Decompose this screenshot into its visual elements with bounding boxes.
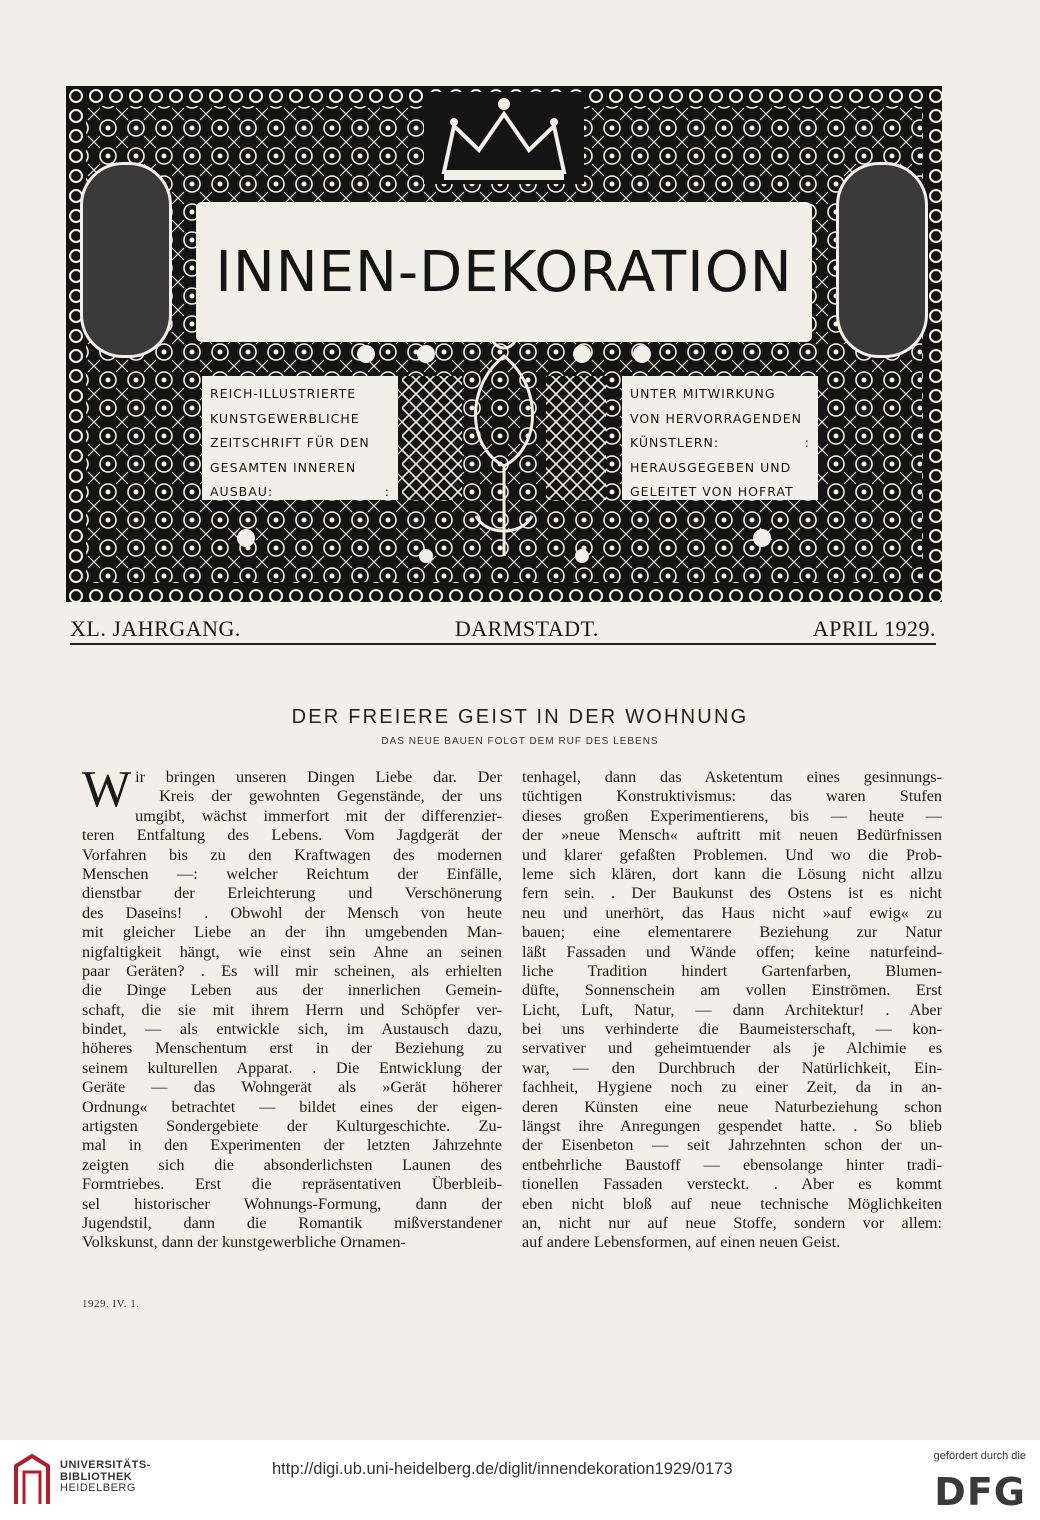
- left-medallion: [80, 162, 172, 358]
- text-line: mal in den Experimenten der letzten Jahrzehnte: [82, 1136, 502, 1155]
- text-line: der Eisenbeton — seit Jahrzehnten schon der un-: [522, 1136, 942, 1155]
- text-line: sel historischer Wohnungs-Formung, dann der: [82, 1194, 502, 1213]
- text-line: Formtriebes. Erst die repräsentativen Überbleib-: [82, 1175, 502, 1194]
- text-line: servativer und geheimtuender als je Alchimie es: [522, 1039, 942, 1058]
- text-line: schaft, die sie mit ihrem Herrn und Schöpfer ver-: [82, 1000, 502, 1019]
- text-line: dienstbar der Erleichterung und Verschönerung: [82, 884, 502, 903]
- text-line: der »neue Mensch« auftritt mit neuen Bedürfnissen: [522, 826, 942, 845]
- text-line: artigsten Sondergebiete der Kulturgeschichte. Zu-: [82, 1117, 502, 1136]
- text-line: läßt Fassaden und Wände offen; keine naturfeind-: [522, 942, 942, 961]
- left-subtitle-panel: [202, 376, 398, 500]
- text-line: höheres Menschentum erst in der Beziehung zu: [82, 1039, 502, 1058]
- right-panel-line: UNTER MITWIRKUNG: [630, 386, 776, 401]
- right-medallion: [836, 162, 928, 358]
- permalink-url[interactable]: http://digi.ub.uni-heidelberg.de/diglit/innendekoration1929/0173: [272, 1460, 733, 1478]
- text-line: Vorfahren bis zu den Kraftwagen des modernen: [82, 845, 502, 864]
- text-line: auf andere Lebensformen, auf einen neuen Geist.: [522, 1233, 841, 1252]
- text-line: neu und unerhört, das Haus nicht »auf ewig« zu: [522, 903, 942, 922]
- text-line: deren Künsten eine neue Naturbeziehung schon: [522, 1097, 942, 1116]
- text-line: tionellen Fassaden versteckt. . Aber es kommt: [522, 1175, 942, 1194]
- text-line: ir bringen unseren Dingen Liebe dar. Der: [135, 768, 502, 786]
- text-line: längst ihre Anregungen gespendet hatte. . So blieb: [522, 1117, 942, 1136]
- text-line: des Daseins! . Obwohl der Mensch von heute: [82, 903, 502, 922]
- right-panel-line: KÜNSTLERN: :: [630, 435, 810, 450]
- text-line: Menschen —: welcher Reichtum der Einfälle,: [82, 864, 502, 883]
- drop-capital: W: [82, 761, 132, 818]
- text-line: düfte, Sonnenschein am vollen Einströmen. Erst: [522, 981, 942, 1000]
- right-panel-line: VON HERVORRAGENDEN: [630, 410, 802, 426]
- text-line: bauen; eine elementarere Beziehung zur Natur: [522, 923, 942, 942]
- right-panel-line: GELEITET VON HOFRAT: [630, 484, 794, 499]
- funding-note: gefördert durch die: [933, 1450, 1026, 1462]
- text-line: mit gleicher Liebe an der ihn umgebenden Man-: [82, 923, 502, 942]
- library-name-line: BIBLIOTHEK: [60, 1470, 133, 1483]
- left-panel-line: REICH-ILLUSTRIERTE: [210, 386, 357, 401]
- text-line: Jugendstil, dann die Romantik mißverstandener: [82, 1213, 502, 1232]
- text-line: tenhagel, dann das Asketentum eines gesinnungs-: [522, 768, 942, 786]
- left-panel-line: AUSBAU: :: [210, 484, 390, 499]
- text-line: leme sich klären, dort kann die Lösung nicht allzu: [522, 864, 942, 883]
- text-line: Volkskunst, dann der kunstgewerbliche Ornamen-: [82, 1233, 406, 1252]
- text-line: zeigten sich die absonderlichsten Launen des: [82, 1155, 502, 1174]
- text-line: liche Tradition hindert Gartenfarben, Blumen-: [522, 961, 942, 980]
- crown-emblem: [424, 92, 584, 184]
- left-panel-line: GESAMTEN INNEREN: [210, 459, 357, 475]
- text-line: umgibt, wächst immerfort mit der differenzier-: [135, 806, 502, 825]
- text-line: Kreis der gewohnten Gegenstände, der uns: [159, 787, 502, 806]
- left-panel-line: ZEITSCHRIFT FÜR DEN: [210, 435, 370, 450]
- volume-label: XL. JAHRGANG.: [70, 616, 241, 641]
- page-signature: 1929. IV. 1.: [82, 1298, 140, 1310]
- library-name-line: UNIVERSITÄTS-: [60, 1459, 151, 1471]
- text-line: Ordnung« betrachtet — bildet eines der eigen-: [82, 1097, 502, 1116]
- text-column-left: [82, 761, 502, 1253]
- text-line: fachheit, Hygiene noch zu einer Zeit, da in an-: [522, 1078, 942, 1097]
- article-title: DER FREIERE GEIST IN DER WOHNUNG: [291, 706, 749, 728]
- text-line: und klarer gefaßten Problemen. Und wo die Prob-: [522, 845, 942, 864]
- right-panel-line: HERAUSGEGEBEN UND: [630, 459, 792, 475]
- library-logo-icon: [12, 1452, 52, 1508]
- digitization-footer: [0, 1440, 1040, 1520]
- text-line: tüchtigen Konstruktivismus: das waren Stufen: [522, 787, 942, 806]
- date-label: APRIL 1929.: [812, 616, 936, 641]
- library-name-line: HEIDELBERG: [60, 1482, 136, 1494]
- text-line: seinem kulturellen Apparat. . Die Entwicklung der: [82, 1058, 502, 1077]
- text-line: paar Geräten? . Es will mir scheinen, als erhielten: [82, 961, 502, 980]
- article-subtitle: DAS NEUE BAUEN FOLGT DEM RUF DES LEBENS: [381, 736, 659, 747]
- right-editor-panel: [622, 376, 818, 500]
- text-line: fern sein. . Der Baukunst des Ostens ist es nicht: [522, 884, 942, 903]
- text-line: Licht, Luft, Natur, — dann Architektur! . Aber: [522, 1000, 942, 1019]
- text-column-right: [522, 768, 942, 1253]
- library-name: [60, 1460, 151, 1495]
- text-line: eben nicht bloß auf neue technische Möglichkeiten: [522, 1194, 942, 1213]
- text-line: war, — den Durchbruch der Natürlichkeit, Ein-: [522, 1058, 942, 1077]
- text-line: entbehrliche Baustoff — ebensolange hinter tradi-: [522, 1155, 942, 1174]
- left-panel-line: KUNSTGEWERBLICHE: [210, 410, 360, 426]
- text-line: bindet, — als entwickle sich, im Austausch dazu,: [82, 1020, 502, 1039]
- text-line: die Dinge Leben aus der innerlichen Gemein-: [82, 981, 502, 1000]
- text-line: dieses großen Experimentierens, bis — heute —: [522, 806, 942, 825]
- place-label: DARMSTADT.: [454, 616, 599, 641]
- dfg-logo: DFG: [934, 1470, 1026, 1514]
- text-line: an, nicht nur auf neue Stoffe, sondern vor allem:: [522, 1213, 942, 1232]
- ornamental-header: [66, 86, 942, 602]
- masthead-panel: [196, 202, 812, 342]
- text-line: bei uns verhinderte die Baumeisterschaft, — kon-: [522, 1020, 942, 1039]
- text-line: teren Entfaltung des Lebens. Vom Jagdgerät der: [82, 826, 502, 845]
- masthead-title: INNEN-DEKORATION: [215, 239, 793, 305]
- text-line: nigfaltigkeit hängt, wie einst sein Ahne an seinen: [82, 942, 502, 961]
- text-line: Geräte — das Wohngerät als »Gerät höherer: [82, 1078, 502, 1097]
- issue-info-row: [70, 610, 936, 645]
